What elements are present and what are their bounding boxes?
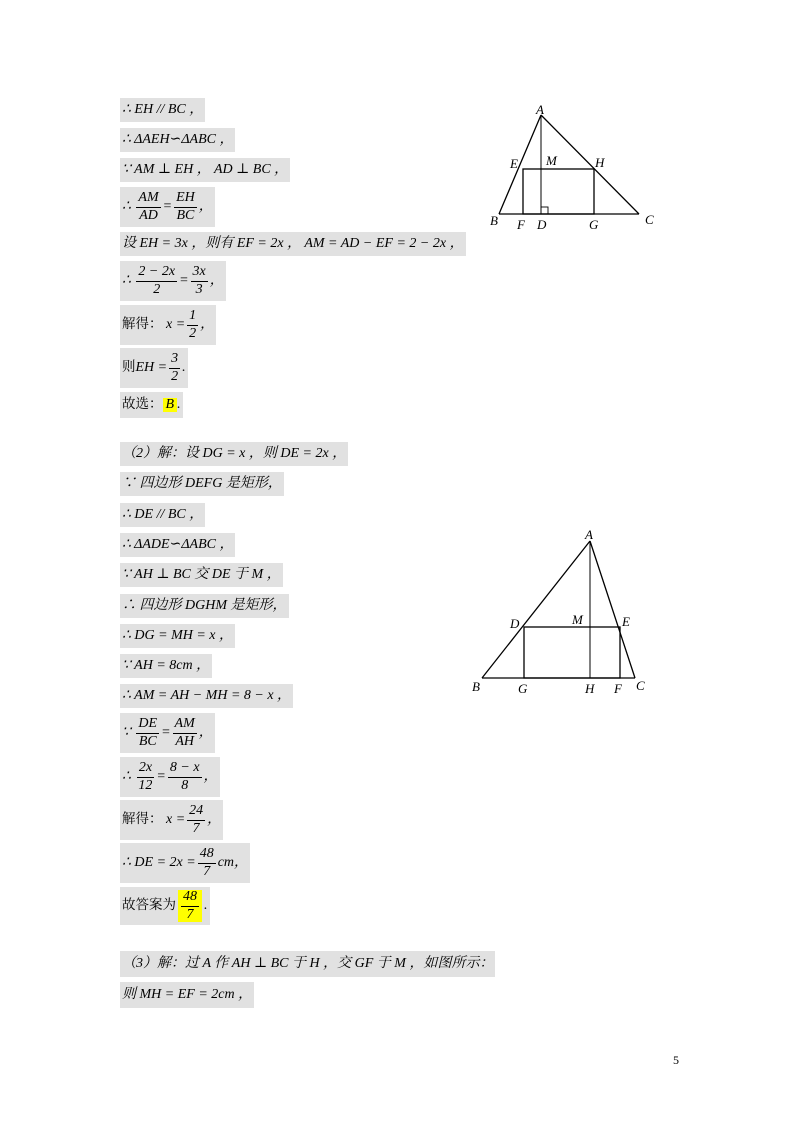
s2-rectangle-dghm-line: ∴ 四边形 DGHM 是矩形， <box>120 594 289 618</box>
s1-ratio-line: ∴ $\frac{AM}{AD}$ = $\frac{EH}{BC}$ ， <box>120 187 215 227</box>
label-m: M <box>546 153 557 168</box>
s3-intro-line: （3）解：过 A 作 AH ⊥ BC 于 H ，交 GF 于 M ，如图所示： <box>120 951 495 977</box>
s3-mh-line: 则 MH = EF = 2cm ， <box>120 982 254 1008</box>
s2-equation-line: ∴ $\frac{2x}{12}$ = $\frac{8 - x}{8}$ ， <box>120 757 220 797</box>
fraction: $\frac{AM}{AH}$ <box>174 715 195 749</box>
side-ac <box>590 541 635 678</box>
fraction: $\frac{3x}{3}$ <box>192 263 206 297</box>
s1-line-similar: ∴ ΔAEH∽ΔABC ， <box>120 128 235 152</box>
fraction: $\frac{24}{7}$ <box>189 802 204 836</box>
label-m: M <box>572 612 583 627</box>
label-d: D <box>510 616 520 631</box>
fraction: $\frac{2x}{12}$ <box>138 759 153 793</box>
fraction: $\frac{8 - x}{8}$ <box>169 759 200 793</box>
s1-result-line: 则 EH = $\frac{3}{2}$ . <box>120 348 188 388</box>
s1-equation-line: ∴ $\frac{2 - 2x}{2}$ = $\frac{3x}{3}$ ， <box>120 261 226 301</box>
side-ab <box>482 541 590 678</box>
s2-rectangle-line: ∵ 四边形 DEFG 是矩形， <box>120 472 284 496</box>
page-number: 5 <box>673 1053 679 1067</box>
answer-highlight: $\frac{48}{7}$ <box>178 890 202 922</box>
rectangle-efgh <box>523 169 594 214</box>
s2-am-line: ∴ AM = AH − MH = 8 − x ， <box>120 684 293 708</box>
label-f: F <box>614 681 622 696</box>
s1-line-perpendicular: ∵ AM ⊥ EH ， AD ⊥ BC ， <box>120 158 290 182</box>
s2-ah-line: ∵ AH = 8cm ， <box>120 654 212 678</box>
label-a: A <box>585 528 593 542</box>
fraction: $\frac{EH}{BC}$ <box>176 189 195 223</box>
s2-similar-line: ∴ ΔADE∽ΔABC ， <box>120 533 235 557</box>
label-h: H <box>585 681 595 696</box>
right-angle-mark <box>541 207 548 214</box>
label-g: G <box>589 217 599 232</box>
label-e: E <box>622 614 630 629</box>
label-f: F <box>517 217 525 232</box>
fraction: $\frac{1}{2}$ <box>189 307 197 341</box>
s2-result-line: ∴ DE = 2x = $\frac{48}{7}$ cm ， <box>120 843 250 883</box>
s2-perpendicular-line: ∵ AH ⊥ BC 交 DE 于 M ， <box>120 563 283 587</box>
fraction: $\frac{2 - 2x}{2}$ <box>138 263 176 297</box>
s1-let-line: 设 EH = 3x ，则有 EF = 2x ， AM = AD − EF = 2 − 2x ， <box>120 232 466 256</box>
s1-solve-line: 解得： x = $\frac{1}{2}$ ， <box>120 305 216 345</box>
s1-line-parallel: ∴ EH // BC ， <box>120 98 205 122</box>
label-b: B <box>472 679 480 694</box>
rectangle-defg <box>524 627 620 678</box>
label-e: E <box>510 156 518 171</box>
label-c: C <box>636 678 645 693</box>
fraction: $\frac{AM}{AD}$ <box>138 189 159 223</box>
s2-parallel-line: ∴ DE // BC ， <box>120 503 205 527</box>
side-ab <box>499 115 541 214</box>
s2-answer-line: 故答案为 $\frac{48}{7}$ . <box>120 887 210 925</box>
answer-highlight: B <box>163 398 178 412</box>
s1-answer-line: 故选： B . <box>120 392 183 418</box>
label-c: C <box>645 212 654 227</box>
figure-2-diagram <box>468 528 668 698</box>
label-g: G <box>518 681 528 696</box>
fraction: $\frac{3}{2}$ <box>171 350 179 384</box>
fraction: $\frac{48}{7}$ <box>199 845 214 879</box>
s2-ratio-line: ∵ $\frac{DE}{BC}$ = $\frac{AM}{AH}$ ， <box>120 713 215 753</box>
label-b: B <box>490 213 498 228</box>
s2-intro-line: （2）解：设 DG = x ，则 DE = 2x ， <box>120 442 348 466</box>
s2-solve-line: 解得： x = $\frac{24}{7}$ ， <box>120 800 223 840</box>
label-a: A <box>536 105 544 117</box>
label-d: D <box>537 217 547 232</box>
s2-equal-line: ∴ DG = MH = x ， <box>120 624 235 648</box>
label-h: H <box>595 155 605 170</box>
therefore-symbol: ∴ <box>122 199 131 214</box>
fraction: $\frac{DE}{BC}$ <box>138 715 158 749</box>
figure-1-diagram <box>485 105 665 235</box>
